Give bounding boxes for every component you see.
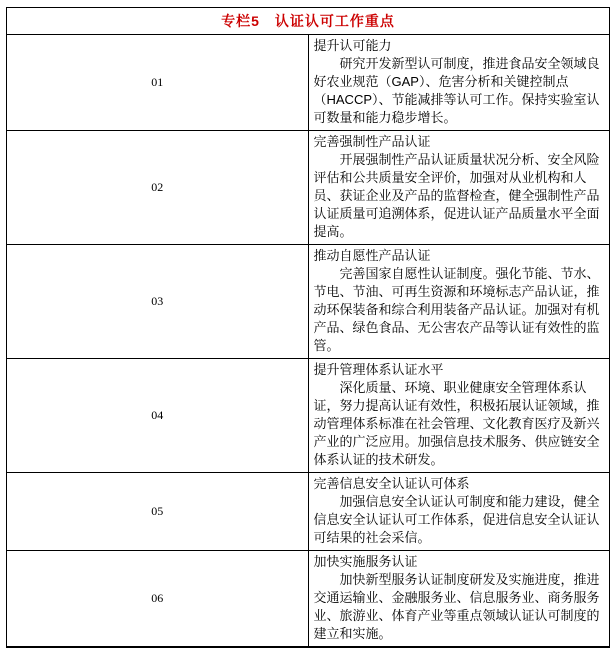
table-title-row (7, 8, 610, 35)
row-body: 完善国家自愿性认证制度。强化节能、节水、节电、节油、可再生资源和环境标志产品认证，推动环保装备和综合利用装备产品认证。加强对有机产品、绿色食品、无公害农产品等认证有效性的监管。 (313, 266, 600, 353)
row-heading: 提升管理体系认证水平 (313, 362, 444, 377)
row-content (308, 359, 610, 473)
row-body: 加快新型服务认证制度研发及实施进度，推进交通运输业、金融服务业、信息服务业、商务服务业、旅游业、体育产业等重点领域认证认可制度的建立和实施。 (313, 572, 600, 641)
table-row (7, 245, 610, 359)
row-number: 03 (7, 245, 309, 359)
row-content (308, 35, 610, 131)
row-content (308, 551, 610, 648)
row-body: 开展强制性产品认证质量状况分析、安全风险评估和公共质量安全评价，加强对从业机构和人员、获证企业及产品的监督检查，健全强制性产品认证质量可追溯体系，促进认证产品质量水平全面提高。 (313, 152, 600, 239)
row-content (308, 473, 610, 551)
row-heading: 推动自愿性产品认证 (313, 248, 431, 263)
row-number: 06 (7, 551, 309, 648)
row-heading: 完善强制性产品认证 (313, 134, 431, 149)
row-number: 05 (7, 473, 309, 551)
row-number: 02 (7, 131, 309, 245)
row-body: 深化质量、环境、职业健康安全管理体系认证，努力提高认证有效性，积极拓展认证领域，推动管理体系标准在社会管理、文化教育医疗及新兴产业的广泛应用。加强信息技术服务、供应链安全体系认证的技术研发。 (313, 380, 600, 467)
row-heading: 提升认可能力 (313, 38, 392, 53)
row-number: 04 (7, 359, 309, 473)
row-content (308, 131, 610, 245)
table-row (7, 131, 610, 245)
table-row (7, 359, 610, 473)
row-heading: 加快实施服务认证 (313, 554, 418, 569)
certification-priorities-table (6, 7, 610, 648)
table-row (7, 35, 610, 131)
row-heading: 完善信息安全认证认可体系 (313, 476, 470, 491)
row-body: 加强信息安全认证认可制度和能力建设，健全信息安全认证认可工作体系，促进信息安全认证认可结果的社会采信。 (313, 494, 600, 545)
table-row (7, 473, 610, 551)
row-body: 研究开发新型认可制度，推进食品安全领域良好农业规范（GAP）、危害分析和关键控制点（HACCP）、节能减排等认可工作。保持实验室认可数量和能力稳步增长。 (313, 56, 600, 125)
row-number: 01 (7, 35, 309, 131)
table-title: 专栏5 认证认可工作重点 (7, 8, 610, 35)
table-row (7, 551, 610, 648)
row-content (308, 245, 610, 359)
